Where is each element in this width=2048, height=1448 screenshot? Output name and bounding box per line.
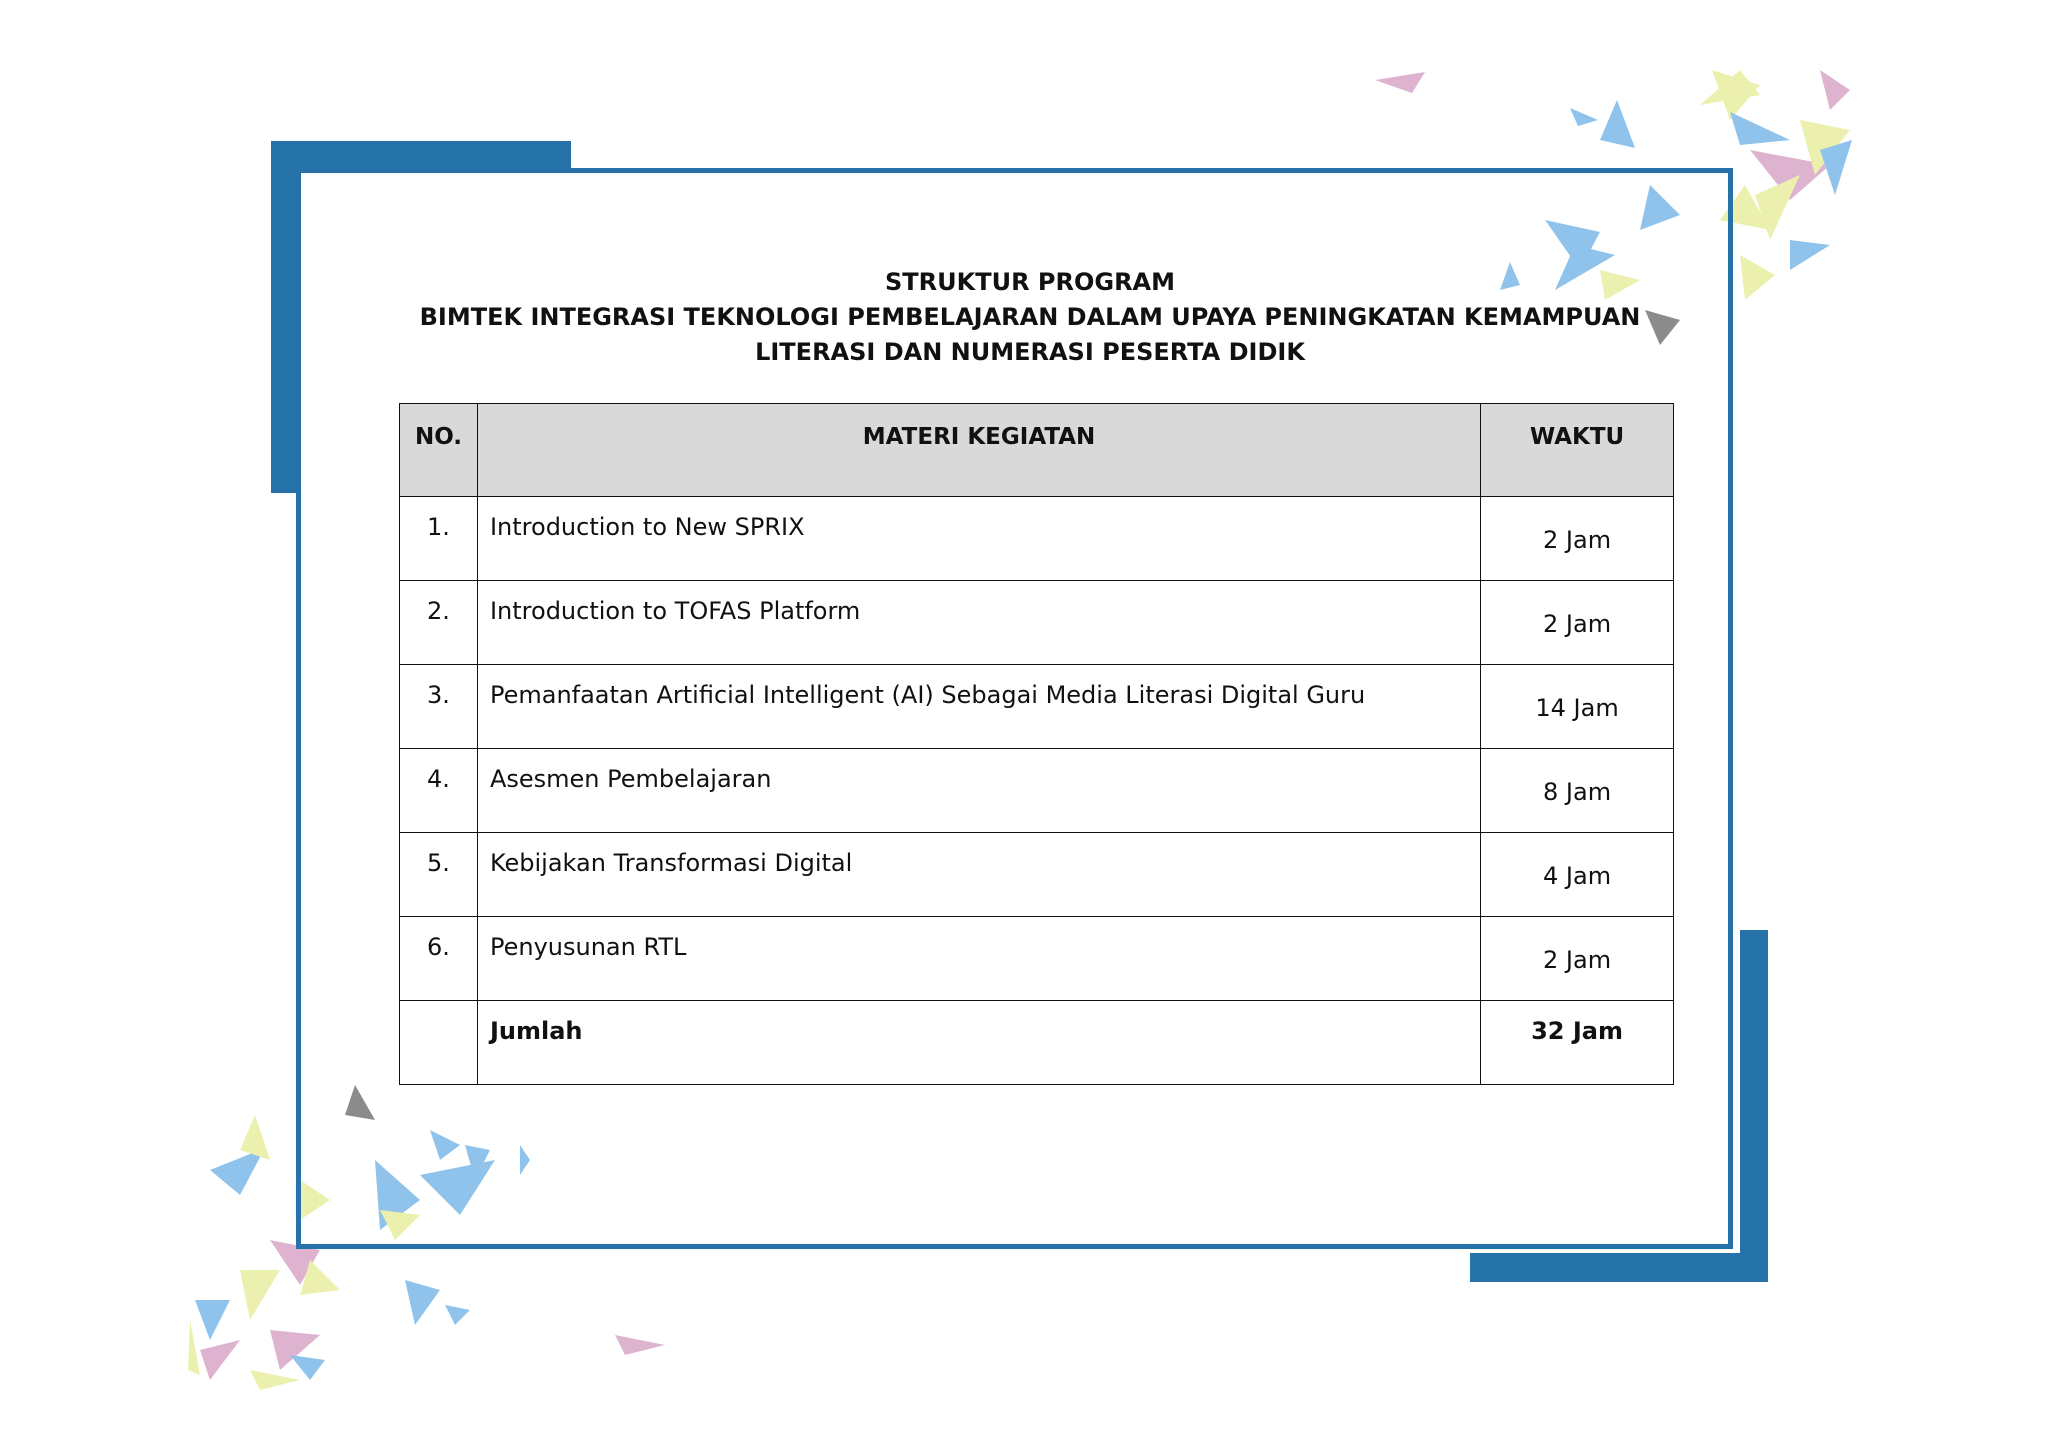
document-title: [330, 265, 1730, 370]
row-waktu: 8 Jam: [1481, 749, 1674, 833]
row-materi: Kebijakan Transformasi Digital: [477, 833, 1480, 917]
total-waktu: 32 Jam: [1481, 1001, 1674, 1085]
row-waktu: 2 Jam: [1481, 917, 1674, 1001]
row-materi: Penyusunan RTL: [477, 917, 1480, 1001]
table-row: [400, 833, 1674, 917]
row-materi: Introduction to TOFAS Platform: [477, 581, 1480, 665]
table-row: [400, 497, 1674, 581]
row-waktu: 4 Jam: [1481, 833, 1674, 917]
frame-bar-right: [1740, 930, 1768, 1282]
row-no: 6.: [400, 917, 478, 1001]
header-waktu: WAKTU: [1481, 404, 1674, 497]
row-waktu: 2 Jam: [1481, 497, 1674, 581]
row-no: 3.: [400, 665, 478, 749]
total-no: [400, 1001, 478, 1085]
row-no: 2.: [400, 581, 478, 665]
program-structure-table: [399, 403, 1674, 1085]
frame-bar-bottom-right: [1470, 1253, 1768, 1282]
table-row: [400, 581, 1674, 665]
row-materi: Introduction to New SPRIX: [477, 497, 1480, 581]
table-row: [400, 665, 1674, 749]
row-no: 1.: [400, 497, 478, 581]
total-label: Jumlah: [477, 1001, 1480, 1085]
row-no: 5.: [400, 833, 478, 917]
title-line-3: LITERASI DAN NUMERASI PESERTA DIDIK: [755, 338, 1305, 366]
table-header-row: [400, 404, 1674, 497]
row-waktu: 14 Jam: [1481, 665, 1674, 749]
title-line-2: BIMTEK INTEGRASI TEKNOLOGI PEMBELAJARAN DALAM UPAYA PENINGKATAN KEMAMPUAN: [419, 303, 1641, 331]
row-no: 4.: [400, 749, 478, 833]
title-line-1: STRUKTUR PROGRAM: [884, 268, 1176, 296]
frame-bar-top-left: [271, 141, 571, 171]
table-row: [400, 917, 1674, 1001]
row-materi: Pemanfaatan Artificial Intelligent (AI) Sebagai Media Literasi Digital Guru: [477, 665, 1480, 749]
header-materi: MATERI KEGIATAN: [477, 404, 1480, 497]
row-materi: Asesmen Pembelajaran: [477, 749, 1480, 833]
total-row: [400, 1001, 1674, 1085]
row-waktu: 2 Jam: [1481, 581, 1674, 665]
header-no: NO.: [400, 404, 478, 497]
table-row: [400, 749, 1674, 833]
